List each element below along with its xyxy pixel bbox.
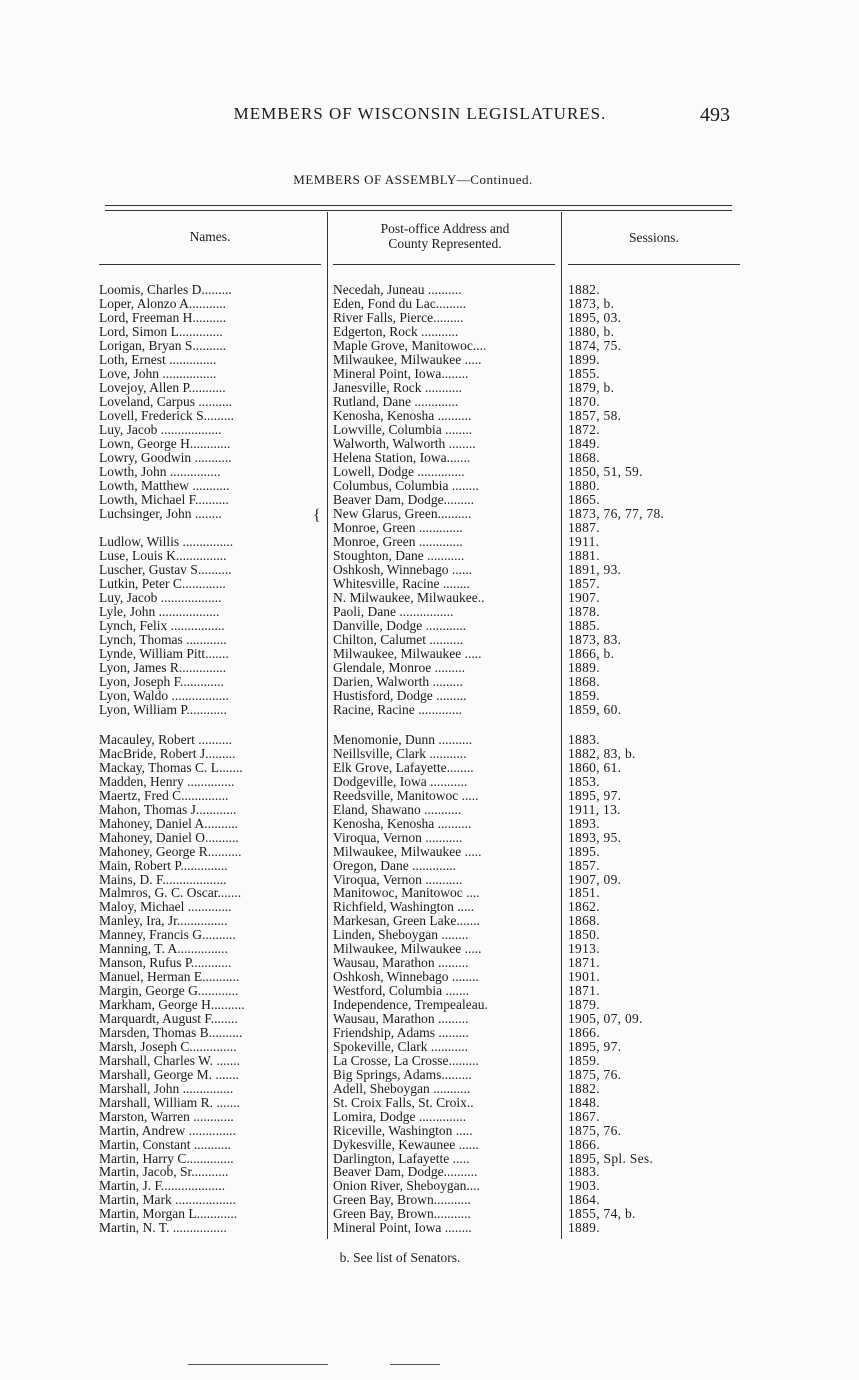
- table-row: [0, 789, 859, 803]
- member-address: Kenosha, Kenosha ..........: [333, 409, 472, 423]
- member-sessions: 1889.: [568, 661, 600, 675]
- member-name: Mahon, Thomas J............: [99, 802, 237, 817]
- table-row: [0, 1054, 859, 1068]
- column-header-address-line1: Post-office Address and: [380, 221, 510, 236]
- member-address: Mineral Point, Iowa........: [333, 367, 469, 381]
- member-address: Necedah, Juneau ..........: [333, 283, 462, 297]
- member-sessions: 1868.: [568, 675, 600, 689]
- member-name: Manning, T. A...............: [99, 942, 228, 957]
- member-name: Lovejoy, Allen P...........: [99, 381, 226, 395]
- member-sessions: 1903.: [568, 1179, 600, 1194]
- member-sessions: 1911, 13.: [568, 802, 621, 817]
- member-name: Mahoney, George R..........: [99, 844, 242, 859]
- table-row: [0, 619, 859, 633]
- member-address: Darlington, Lafayette .....: [333, 1151, 470, 1166]
- table-row: [0, 675, 859, 689]
- table-row: [0, 747, 859, 761]
- member-sessions: 1868.: [568, 914, 600, 929]
- member-address: Green Bay, Brown...........: [333, 1207, 471, 1222]
- member-sessions: 1895, 97.: [568, 788, 622, 803]
- member-sessions: 1851.: [568, 886, 600, 901]
- table-row: [0, 998, 859, 1012]
- table-row: [0, 521, 859, 535]
- table-row: [0, 733, 859, 747]
- member-address: Adell, Sheboygan ...........: [333, 1081, 471, 1096]
- member-name: Love, John ................: [99, 367, 217, 381]
- member-name: Loper, Alonzo A...........: [99, 297, 226, 311]
- member-sessions: 1879.: [568, 998, 600, 1013]
- table-row: [0, 1221, 859, 1235]
- member-sessions: 1862.: [568, 900, 600, 915]
- table-row: [0, 437, 859, 451]
- member-address: Richfield, Washington .....: [333, 900, 475, 915]
- table-row: [0, 549, 859, 563]
- member-address: Edgerton, Rock ...........: [333, 325, 459, 339]
- member-sessions: 1871.: [568, 984, 600, 999]
- member-address: St. Croix Falls, St. Croix..: [333, 1095, 474, 1110]
- member-name: Martin, Constant ...........: [99, 1137, 231, 1152]
- table-row: [0, 563, 859, 577]
- header-underline-address: [333, 264, 555, 265]
- member-address: Rutland, Dane .............: [333, 395, 459, 409]
- table-row: [0, 409, 859, 423]
- member-name: Marshall, Charles W. .......: [99, 1053, 240, 1068]
- member-sessions: 1860, 61.: [568, 760, 622, 775]
- member-sessions: 1868.: [568, 451, 600, 465]
- table-row: [0, 1207, 859, 1221]
- member-address: Eden, Fond du Lac.........: [333, 297, 467, 311]
- member-sessions: 1866.: [568, 1025, 600, 1040]
- member-name: Manley, Ira, Jr...............: [99, 914, 228, 929]
- member-name: Manney, Francis G..........: [99, 928, 236, 943]
- table-row: [0, 886, 859, 900]
- member-sessions: 1859.: [568, 689, 600, 703]
- member-name: Madden, Henry ..............: [99, 774, 235, 789]
- member-sessions: 1865.: [568, 493, 600, 507]
- member-sessions: 1895, 97.: [568, 1039, 622, 1054]
- member-sessions: 1905, 07, 09.: [568, 1012, 643, 1026]
- member-sessions: 1911.: [568, 535, 600, 549]
- member-sessions: 1882, 83, b.: [568, 746, 636, 761]
- member-address: Janesville, Rock ...........: [333, 381, 462, 395]
- member-sessions: 1881.: [568, 549, 600, 563]
- column-header-sessions: Sessions.: [629, 230, 679, 245]
- table-row: [0, 605, 859, 619]
- member-name: Lord, Freeman H..........: [99, 311, 227, 325]
- member-name: Martin, Jacob, Sr...........: [99, 1165, 229, 1180]
- member-address: Milwaukee, Milwaukee .....: [333, 353, 482, 367]
- column-header-address: [333, 221, 557, 251]
- member-name: Martin, N. T. ................: [99, 1221, 227, 1236]
- member-name: Luse, Louis K...............: [99, 549, 227, 563]
- table-row: [0, 956, 859, 970]
- member-sessions: 1873, b.: [568, 297, 615, 311]
- member-address: Hustisford, Dodge .........: [333, 689, 467, 703]
- member-address: Riceville, Washington .....: [333, 1123, 473, 1138]
- member-name: Lynch, Felix ................: [99, 619, 225, 633]
- member-address: Viroqua, Vernon ...........: [333, 830, 463, 845]
- member-sessions: 1859, 60.: [568, 703, 622, 717]
- bottom-rule-fragment: [188, 1364, 328, 1365]
- member-name: Martin, Mark ..................: [99, 1193, 236, 1208]
- table-row: [0, 775, 859, 789]
- table-row: [0, 803, 859, 817]
- member-name: Marshall, William R. .......: [99, 1095, 240, 1110]
- member-name: Ludlow, Willis ...............: [99, 535, 234, 549]
- member-address: Kenosha, Kenosha ..........: [333, 816, 472, 831]
- member-sessions: 1891, 93.: [568, 563, 622, 577]
- member-sessions: 1907.: [568, 591, 600, 605]
- member-address: Lowville, Columbia ........: [333, 423, 473, 437]
- member-name: Lynde, William Pitt.......: [99, 647, 229, 661]
- member-sessions: 1867.: [568, 1109, 600, 1124]
- member-address: Stoughton, Dane ...........: [333, 549, 465, 563]
- member-sessions: 1895, Spl. Ses.: [568, 1151, 654, 1166]
- table-row: [0, 451, 859, 465]
- table-row: [0, 1096, 859, 1110]
- member-address: N. Milwaukee, Milwaukee..: [333, 591, 485, 605]
- table-row: [0, 1110, 859, 1124]
- member-name: Lutkin, Peter C.............: [99, 577, 226, 591]
- member-address: Independence, Trempealeau.: [333, 998, 488, 1013]
- table-row: [0, 703, 859, 717]
- member-sessions: 1866.: [568, 1137, 600, 1152]
- page-number: 493: [700, 104, 730, 126]
- member-name: Mahoney, Daniel O..........: [99, 830, 239, 845]
- member-sessions: 1866, b.: [568, 647, 615, 661]
- table-row: [0, 1138, 859, 1152]
- member-sessions: 1875, 76.: [568, 1067, 622, 1082]
- member-sessions: 1882.: [568, 283, 600, 297]
- member-address: Beaver Dam, Dodge..........: [333, 1165, 478, 1180]
- member-name: Malmros, G. C. Oscar.......: [99, 886, 242, 901]
- member-address: Chilton, Calumet ..........: [333, 633, 464, 647]
- table-row: [0, 395, 859, 409]
- table-row: [0, 1193, 859, 1207]
- member-sessions: 1880.: [568, 479, 600, 493]
- table-row: [0, 535, 859, 549]
- member-address: Milwaukee, Milwaukee .....: [333, 844, 482, 859]
- member-sessions: 1882.: [568, 1081, 600, 1096]
- table-row: [0, 984, 859, 998]
- member-name: Luy, Jacob ..................: [99, 591, 222, 605]
- column-header-names: Names.: [189, 229, 231, 244]
- member-name: Marshall, John ...............: [99, 1081, 234, 1096]
- member-name: Lynch, Thomas ............: [99, 633, 227, 647]
- table-row: [0, 647, 859, 661]
- member-name: Luscher, Gustav S..........: [99, 563, 232, 577]
- member-name: Marsden, Thomas B..........: [99, 1025, 243, 1040]
- member-address: Big Springs, Adams.........: [333, 1067, 472, 1082]
- member-name: Manson, Rufus P............: [99, 956, 232, 971]
- member-address: Menomonie, Dunn ..........: [333, 733, 473, 747]
- member-name: Lowth, Michael F..........: [99, 493, 229, 507]
- member-address: Racine, Racine .............: [333, 703, 462, 717]
- table-row: [0, 465, 859, 479]
- table-row: [0, 661, 859, 675]
- member-address: Green Bay, Brown...........: [333, 1193, 471, 1208]
- member-name: Lyle, John ..................: [99, 605, 220, 619]
- member-address: Beaver Dam, Dodge.........: [333, 493, 474, 507]
- table-row: [0, 339, 859, 353]
- member-sessions: 1850, 51, 59.: [568, 465, 643, 479]
- member-address: Glendale, Monroe .........: [333, 661, 465, 675]
- member-sessions: 1873, 76, 77, 78.: [568, 507, 665, 521]
- table-row: [0, 859, 859, 873]
- member-sessions: 1857.: [568, 858, 600, 873]
- member-address: Milwaukee, Milwaukee .....: [333, 647, 482, 661]
- member-name: Loomis, Charles D.........: [99, 283, 232, 297]
- table-row: [0, 353, 859, 367]
- member-address: Wausau, Marathon .........: [333, 1012, 469, 1026]
- member-name: MacBride, Robert J.........: [99, 746, 236, 761]
- member-address: Neillsville, Clark ...........: [333, 746, 467, 761]
- member-sessions: 1889.: [568, 1221, 600, 1236]
- table-row: [0, 1165, 859, 1179]
- member-sessions: 1853.: [568, 774, 600, 789]
- member-name: Lowth, John ...............: [99, 465, 221, 479]
- table-row: [0, 381, 859, 395]
- member-address: Danville, Dodge ............: [333, 619, 467, 633]
- bottom-rule-fragment: [390, 1364, 440, 1365]
- table-row: [0, 507, 859, 524]
- member-name: Loveland, Carpus ..........: [99, 395, 233, 409]
- member-sessions: 1875, 76.: [568, 1123, 622, 1138]
- member-sessions: 1880, b.: [568, 325, 615, 339]
- member-address: Onion River, Sheboygan....: [333, 1179, 480, 1194]
- member-sessions: 1895, 03.: [568, 311, 622, 325]
- table-row: [0, 928, 859, 942]
- member-address: Dodgeville, Iowa ...........: [333, 774, 468, 789]
- member-address: New Glarus, Green..........: [333, 507, 472, 521]
- member-name: Lown, George H............: [99, 437, 231, 451]
- member-address: Elk Grove, Lafayette........: [333, 760, 474, 775]
- member-address: Lowell, Dodge ..............: [333, 465, 465, 479]
- member-sessions: 1855, 74, b.: [568, 1207, 636, 1222]
- member-address: La Crosse, La Crosse.........: [333, 1053, 479, 1068]
- member-sessions: 1883.: [568, 1165, 600, 1180]
- table-row: [0, 1152, 859, 1166]
- member-name: Martin, Andrew ..............: [99, 1123, 236, 1138]
- member-address: Manitowoc, Manitowoc ....: [333, 886, 480, 901]
- member-sessions: 1895.: [568, 844, 600, 859]
- member-address: Whitesville, Racine ........: [333, 577, 470, 591]
- member-address: Paoli, Dane ................: [333, 605, 454, 619]
- member-sessions: 1874, 75.: [568, 339, 622, 353]
- table-row: [0, 845, 859, 859]
- member-address: Walworth, Walworth ........: [333, 437, 476, 451]
- member-address: Oshkosh, Winnebago ......: [333, 563, 473, 577]
- member-name: Martin, Morgan L............: [99, 1207, 238, 1222]
- table-row: [0, 970, 859, 984]
- table-row: [0, 633, 859, 647]
- table-row: [0, 325, 859, 339]
- member-address: Columbus, Columbia ........: [333, 479, 479, 493]
- table-row: [0, 479, 859, 493]
- table-row: [0, 873, 859, 887]
- member-sessions: 1872.: [568, 423, 600, 437]
- member-name: Marsh, Joseph C..............: [99, 1039, 237, 1054]
- member-sessions: 1885.: [568, 619, 600, 633]
- member-name: Lyon, James R..............: [99, 661, 227, 675]
- member-address: Viroqua, Vernon ...........: [333, 872, 463, 887]
- table-subtitle: MEMBERS OF ASSEMBLY—Continued.: [293, 172, 533, 187]
- member-sessions: 1849.: [568, 437, 600, 451]
- grouping-brace: {: [313, 507, 321, 524]
- member-sessions: 1848.: [568, 1095, 600, 1110]
- member-address: Milwaukee, Milwaukee .....: [333, 942, 482, 957]
- member-name: Margin, George G............: [99, 984, 239, 999]
- table-row: [0, 577, 859, 591]
- member-sessions: 1873, 83.: [568, 633, 622, 647]
- member-sessions: 1857, 58.: [568, 409, 622, 423]
- member-name: Luy, Jacob ..................: [99, 423, 222, 437]
- member-name: Mahoney, Daniel A..........: [99, 816, 238, 831]
- member-sessions: 1878.: [568, 605, 600, 619]
- member-name: Marquardt, August F........: [99, 1012, 238, 1026]
- table-row: [0, 311, 859, 325]
- member-address: Friendship, Adams .........: [333, 1025, 469, 1040]
- member-name: Mains, D. F...................: [99, 872, 227, 887]
- member-sessions: 1883.: [568, 733, 600, 747]
- member-address: Dykesville, Kewaunee ......: [333, 1137, 479, 1152]
- member-name: Lowry, Goodwin ...........: [99, 451, 232, 465]
- table-top-rule-1: [105, 205, 732, 206]
- member-sessions: 1887.: [568, 521, 600, 535]
- table-row: [0, 1068, 859, 1082]
- member-name: Loth, Ernest ..............: [99, 353, 217, 367]
- header-underline-names: [99, 264, 321, 265]
- member-name: Marston, Warren ............: [99, 1109, 234, 1124]
- member-address: Helena Station, Iowa.......: [333, 451, 471, 465]
- table-row: [0, 817, 859, 831]
- column-header-address-line2: County Represented.: [388, 236, 502, 251]
- table-row: [0, 831, 859, 845]
- table-row: [0, 283, 859, 297]
- member-address: Lomira, Dodge ..............: [333, 1109, 467, 1124]
- member-address: Monroe, Green .............: [333, 535, 463, 549]
- member-name: Lorigan, Bryan S..........: [99, 339, 227, 353]
- member-sessions: 1907, 09.: [568, 872, 622, 887]
- member-address: Linden, Sheboygan ........: [333, 928, 469, 943]
- table-row: [0, 1082, 859, 1096]
- member-name: Manuel, Herman E...........: [99, 970, 240, 985]
- member-sessions: 1879, b.: [568, 381, 615, 395]
- table-row: [0, 1012, 859, 1026]
- table-row: [0, 423, 859, 437]
- member-address: Reedsville, Manitowoc .....: [333, 788, 479, 803]
- header-underline-sessions: [568, 264, 740, 265]
- member-sessions: 1899.: [568, 353, 600, 367]
- member-name: Lyon, Waldo .................: [99, 689, 229, 703]
- member-name: Mackay, Thomas C. L.......: [99, 760, 243, 775]
- member-address: Eland, Shawano ...........: [333, 802, 462, 817]
- table-row: [0, 1124, 859, 1138]
- member-name: Lyon, Joseph F.............: [99, 675, 224, 689]
- member-address: River Falls, Pierce.........: [333, 311, 464, 325]
- member-sessions: 1913.: [568, 942, 600, 957]
- table-row: [0, 367, 859, 381]
- member-name: Lyon, William P............: [99, 703, 227, 717]
- table-row: [0, 493, 859, 507]
- member-sessions: 1864.: [568, 1193, 600, 1208]
- member-address: Westford, Columbia .......: [333, 984, 470, 999]
- member-name: Maloy, Michael .............: [99, 900, 232, 915]
- member-name: Main, Robert P..............: [99, 858, 228, 873]
- member-sessions: 1901.: [568, 970, 600, 985]
- table-row: [0, 1026, 859, 1040]
- table-row: [0, 591, 859, 605]
- member-sessions: 1870.: [568, 395, 600, 409]
- member-sessions: 1893.: [568, 816, 600, 831]
- member-address: Markesan, Green Lake.......: [333, 914, 480, 929]
- member-name: Lowth, Matthew ...........: [99, 479, 230, 493]
- member-address: Spokeville, Clark ...........: [333, 1039, 468, 1054]
- member-address: Darien, Walworth .........: [333, 675, 463, 689]
- member-name: Luchsinger, John ........: [99, 507, 222, 521]
- member-sessions: 1857.: [568, 577, 600, 591]
- member-sessions: 1871.: [568, 956, 600, 971]
- member-name: Markham, George H..........: [99, 998, 245, 1013]
- member-name: Marshall, George M. .......: [99, 1067, 239, 1082]
- member-sessions: 1893, 95.: [568, 830, 622, 845]
- member-address: Oregon, Dane .............: [333, 858, 456, 873]
- member-name: Lovell, Frederick S.........: [99, 409, 234, 423]
- running-title: MEMBERS OF WISCONSIN LEGISLATURES.: [233, 104, 607, 123]
- member-sessions: 1859.: [568, 1053, 600, 1068]
- member-name: Lord, Simon L.............: [99, 325, 223, 339]
- member-name: Martin, J. F...................: [99, 1179, 226, 1194]
- table-row: [0, 942, 859, 956]
- member-address: Oshkosh, Winnebago ........: [333, 970, 479, 985]
- member-sessions: 1850.: [568, 928, 600, 943]
- member-name: Maertz, Fred C..............: [99, 788, 229, 803]
- table-row: [0, 761, 859, 775]
- member-name: Martin, Harry C..............: [99, 1151, 234, 1166]
- table-row: [0, 1179, 859, 1193]
- table-top-rule-2: [105, 210, 732, 211]
- table-row: [0, 914, 859, 928]
- member-name: Macauley, Robert ..........: [99, 733, 232, 747]
- footnote: b. See list of Senators.: [339, 1250, 461, 1265]
- member-address: Monroe, Green .............: [333, 521, 463, 535]
- member-address: Mineral Point, Iowa ........: [333, 1221, 472, 1236]
- table-row: [0, 1040, 859, 1054]
- table-row: [0, 900, 859, 914]
- table-row: [0, 689, 859, 703]
- member-address: Maple Grove, Manitowoc....: [333, 339, 487, 353]
- member-sessions: 1855.: [568, 367, 600, 381]
- table-row: [0, 297, 859, 311]
- member-address: Wausau, Marathon .........: [333, 956, 469, 971]
